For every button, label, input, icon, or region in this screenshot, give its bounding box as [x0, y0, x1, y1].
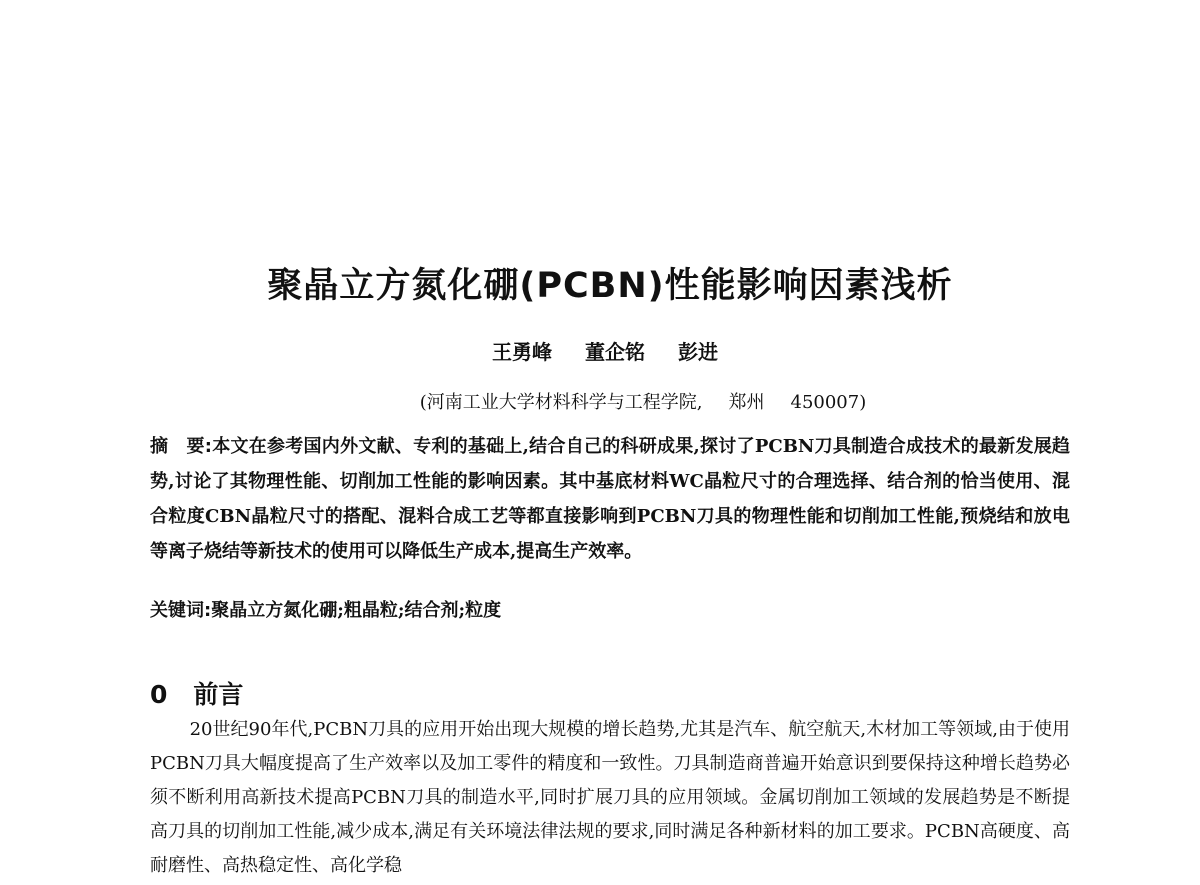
section-body: 20世纪90年代,PCBN刀具的应用开始出现大规模的增长趋势,尤其是汽车、航空航天,木材加工等领域,由于使用PCBN刀具大幅度提高了生产效率以及加工零件的精度和一致性。刀具制造商普遍开始意识到要保持这种增长趋势必须不断利用高新技术提高PCBN刀具的制造水平,同时扩展刀具的应用领域。金属切削加工领域的发展趋势是不断提高刀具的切削加工性能,减少成本,满足有关环境法律法规的要求,同时满足各种新材料的加工要求。PCBN高硬度、高耐磨性、高热稳定性、高化学稳	[150, 719, 1070, 876]
abstract	[150, 429, 1070, 569]
author-name: 彭进	[677, 340, 718, 364]
keywords-label: 关键词:	[150, 600, 212, 621]
section-title: 前言	[193, 680, 244, 709]
affiliation	[0, 388, 1200, 414]
affiliation-postcode: 450007)	[790, 392, 867, 413]
abstract-label: 摘 要:	[150, 436, 212, 457]
section-heading	[150, 675, 243, 711]
affiliation-institution: (河南工业大学材料科学与工程学院,	[419, 392, 703, 413]
keywords-text: 聚晶立方氮化硼;粗晶粒;结合剂;粒度	[211, 600, 502, 621]
affiliation-city: 郑州	[728, 392, 765, 413]
abstract-text: 本文在参考国内外文献、专利的基础上,结合自己的科研成果,探讨了PCBN刀具制造合成技术的最新发展趋势,讨论了其物理性能、切削加工性能的影响因素。其中基底材料WC晶粒尺寸的合理选择、结合剂的恰当使用、混合粒度CBN晶粒尺寸的搭配、混料合成工艺等都直接影响到PCBN刀具的物理性能和切削加工性能,预烧结和放电等离子烧结等新技术的使用可以降低生产成本,提高生产效率。	[150, 436, 1070, 562]
author-name: 王勇峰	[492, 340, 553, 364]
keywords	[150, 596, 1070, 622]
paper-title: 聚晶立方氮化硼(PCBN)性能影响因素浅析	[267, 266, 953, 306]
author-list	[0, 336, 1200, 365]
section-number: 0	[150, 680, 168, 709]
author-name: 董企铭	[585, 340, 645, 364]
